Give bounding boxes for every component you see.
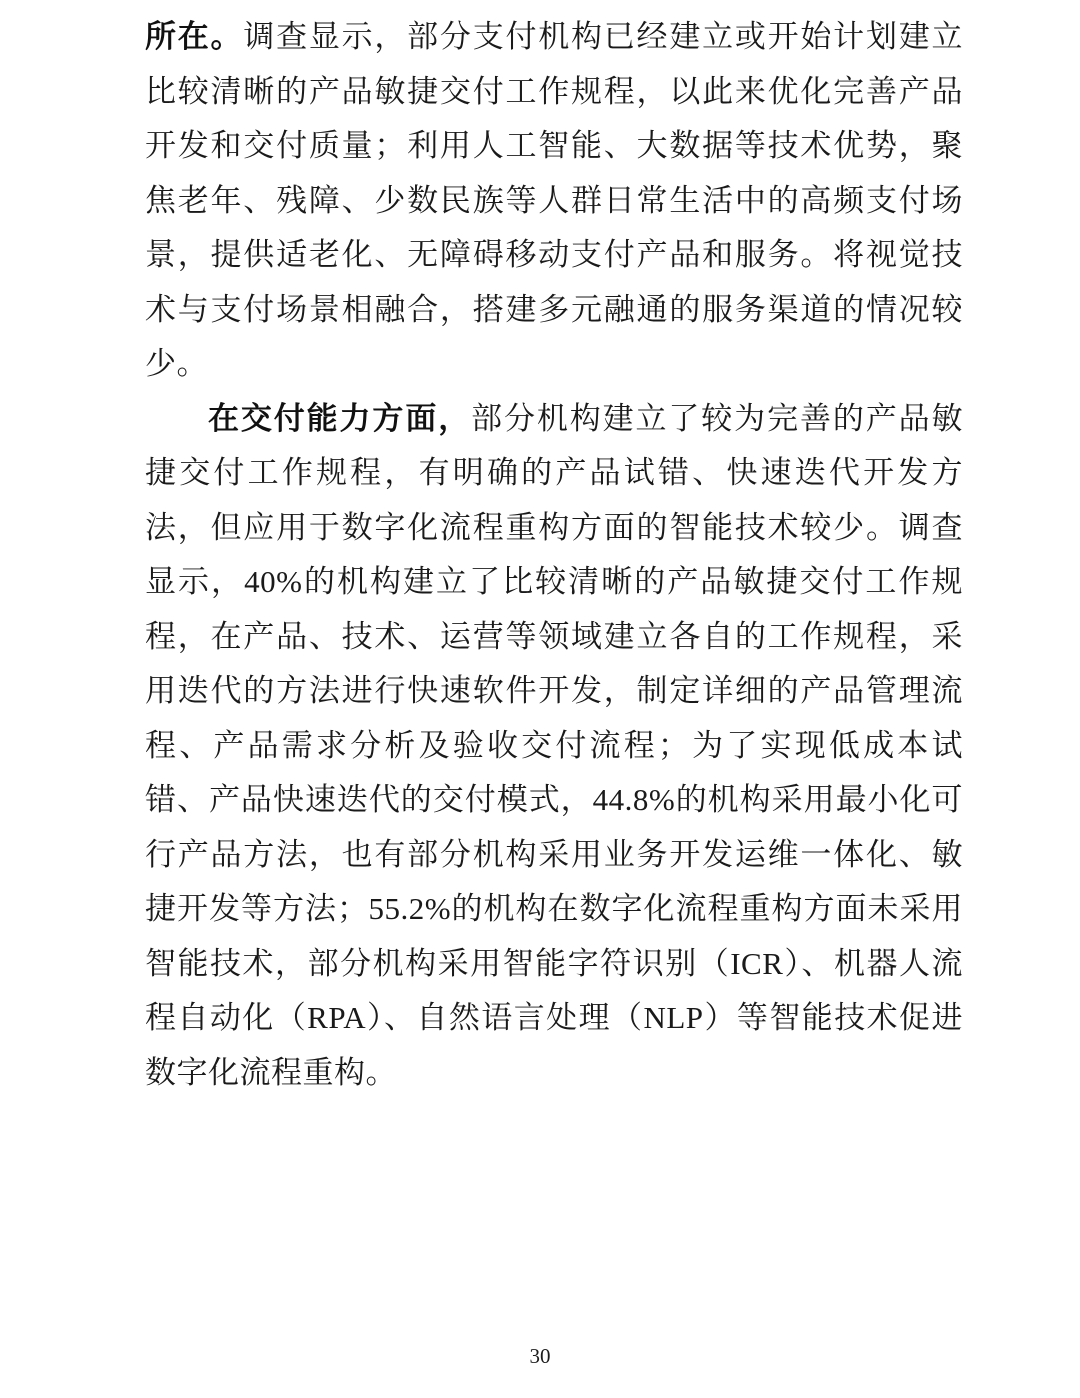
paragraph-delivery-capability: [145, 392, 963, 1101]
page-number: 30: [529, 1344, 551, 1368]
text-block: [145, 10, 963, 1100]
paragraph-continuation: [145, 10, 963, 392]
paragraph-2-lead-bold: 在交付能力方面，: [208, 400, 472, 436]
paragraph-1-body: 调查显示，部分支付机构已经建立或开始计划建立比较清晰的产品敏捷交付工作规程，以此来优化完善产品开发和交付质量；利用人工智能、大数据等技术优势，聚焦老年、残障、少数民族等人群日常生活中的高频支付场景，提供适老化、无障碍移动支付产品和服务。将视觉技术与支付场景相融合，搭建多元融通的服务渠道的情况较少。: [145, 19, 963, 381]
paragraph-2-body: 部分机构建立了较为完善的产品敏捷交付工作规程，有明确的产品试错、快速迭代开发方法，但应用于数字化流程重构方面的智能技术较少。调查显示，40%的机构建立了比较清晰的产品敏捷交付工作规程，在产品、技术、运营等领域建立各自的工作规程，采用迭代的方法进行快速软件开发，制定详细的产品管理流程、产品需求分析及验收交付流程；为了实现低成本试错、产品快速迭代的交付模式，44.8%的机构采用最小化可行产品方法，也有部分机构采用业务开发运维一体化、敏捷开发等方法；55.2%的机构在数字化流程重构方面未采用智能技术，部分机构采用智能字符识别（ICR）、机器人流程自动化（RPA）、自然语言处理（NLP）等智能技术促进数字化流程重构。: [145, 400, 964, 1090]
paragraph-1-lead-bold: 所在。: [145, 19, 244, 54]
